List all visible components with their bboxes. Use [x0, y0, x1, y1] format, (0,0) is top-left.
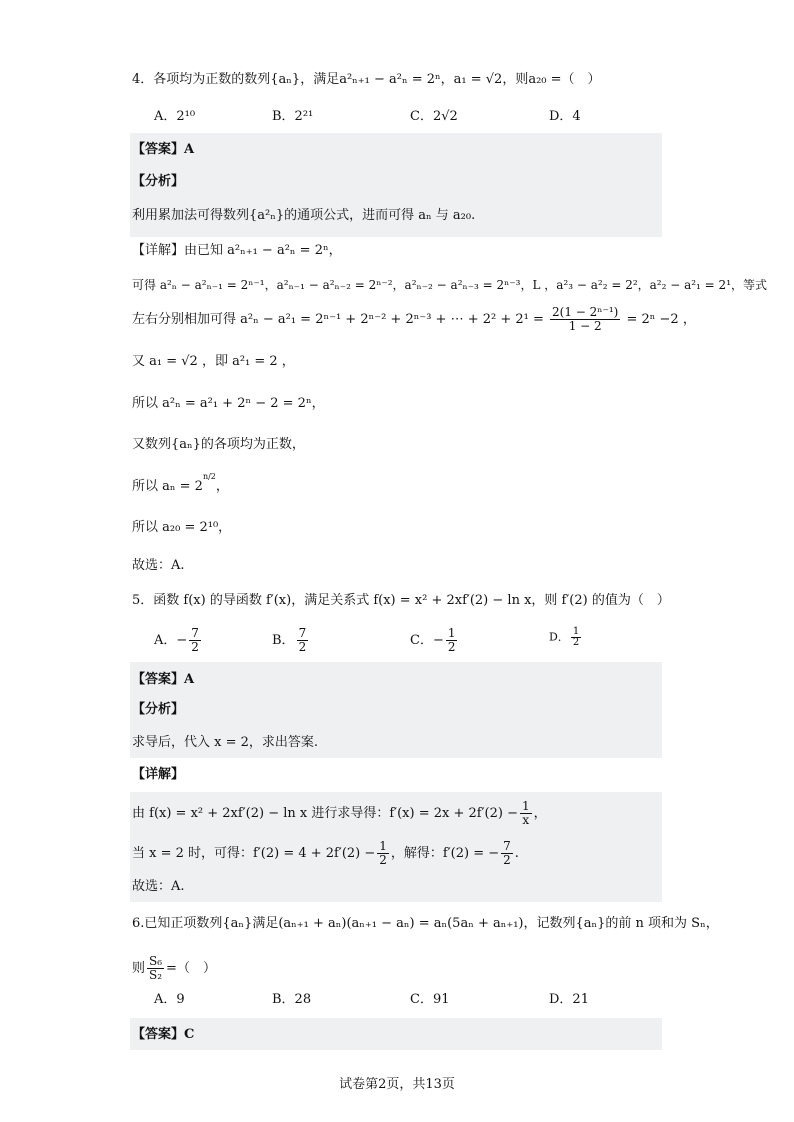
q4-detail-3-numerator: 2(1 − 2ⁿ⁻¹)	[552, 305, 619, 319]
q6-answer-shade	[130, 1018, 662, 1050]
q4-analysis: 利用累加法可得数列{a²ₙ}的通项公式，进而可得 aₙ 与 a₂₀.	[132, 208, 476, 223]
q5-option-c-prefix: C．−	[410, 633, 444, 648]
q5-detail-2-fraction	[377, 840, 389, 867]
page-footer: 试卷第2页，共13页	[339, 1077, 455, 1092]
q5-stem: 5．函数 f(x) 的导函数 f′(x)，满足关系式 f(x) = x² + 2xf′(2) − ln x，则 f′(2) 的值为（ ）	[132, 593, 670, 608]
q5-detail-2-numerator-2: 7	[503, 839, 511, 853]
q6-fraction-numerator: S₆	[149, 954, 163, 968]
q5-option-a-prefix: A．−	[154, 633, 188, 648]
q5-answer: 【答案】A	[132, 672, 195, 687]
q4-detail-3-denominator: 1 − 2	[568, 319, 602, 333]
q5-detail-label: 【详解】	[132, 767, 185, 782]
q5-option-c-numerator: 1	[447, 626, 456, 640]
q5-detail-1a: 由 f(x) = x² + 2xf′(2) − ln x 进行求导得：f′(x) = 2x + 2f′(2) −	[132, 806, 518, 821]
q5-detail-2-numerator: 1	[379, 839, 387, 853]
q5-option-d-fraction	[571, 627, 581, 648]
q4-detail-9: 故选：A.	[132, 558, 185, 573]
q5-detail-1	[132, 800, 547, 827]
q6-option-a: A．9	[154, 992, 185, 1007]
q6-option-c: C．91	[410, 992, 450, 1007]
q6-stem-2a: 则	[132, 961, 146, 976]
q4-detail-6: 又数列{aₙ}的各项均为正数，	[132, 437, 305, 452]
q4-detail-2: 可得 a²ₙ − a²ₙ₋₁ = 2ⁿ⁻¹，a²ₙ₋₁ − a²ₙ₋₂ = 2ⁿ⁻²，a²ₙ₋₂ − a²ₙ₋₃ = 2ⁿ⁻³，L ，a²₃ − a²₂ = 2²，a²₂ − a²₁ = 2¹，等式	[132, 278, 767, 292]
q5-detail-2	[132, 840, 519, 867]
q4-stem: 4．各项均为正数的数列{aₙ}，满足a²ₙ₊₁ − a²ₙ = 2ⁿ，a₁ = √2，则a₂₀ =（ ）	[132, 72, 601, 87]
q6-stem-2b: =（ ）	[166, 961, 216, 976]
q6-answer: 【答案】C	[132, 1027, 195, 1042]
q4-detail-1: 【详解】由已知 a²ₙ₊₁ − a²ₙ = 2ⁿ，	[132, 243, 342, 258]
q4-detail-7	[132, 471, 229, 497]
q5-option-c-fraction	[446, 627, 458, 654]
q5-option-d-prefix: D．	[549, 630, 569, 644]
q4-detail-7b: ，	[215, 479, 229, 494]
q4-detail-3-fraction	[550, 306, 620, 333]
q5-detail-2-denominator-2: 2	[503, 853, 511, 867]
q4-option-a: A．2¹⁰	[154, 109, 196, 124]
q5-detail-2b: ，解得：f′(2) = −	[390, 846, 500, 861]
q5-detail-1-numerator: 1	[521, 799, 530, 813]
q5-analysis: 求导后，代入 x = 2，求出答案.	[132, 735, 319, 750]
q4-detail-7-exponent: n/2	[202, 471, 216, 481]
q5-detail-1-denominator: x	[522, 813, 530, 827]
q4-option-d: D．4	[549, 109, 581, 124]
q5-option-a	[154, 627, 203, 654]
q5-detail-2-fraction-2	[501, 840, 513, 867]
q5-option-d-denominator: 2	[572, 637, 580, 648]
q5-analysis-label: 【分析】	[132, 702, 185, 717]
q5-option-a-numerator: 7	[191, 626, 199, 640]
q4-detail-8: 所以 a₂₀ = 2¹⁰，	[132, 520, 232, 535]
q5-option-b-fraction	[297, 627, 309, 654]
q4-answer: 【答案】A	[132, 142, 195, 157]
q5-detail-1b: ，	[533, 806, 547, 821]
q6-stem-2	[132, 955, 216, 982]
q5-option-b-denominator: 2	[298, 640, 307, 654]
q4-analysis-label: 【分析】	[132, 174, 185, 189]
q4-detail-4: 又 a₁ = √2 ，即 a²₁ = 2 ，	[132, 354, 295, 369]
q4-detail-7a: 所以 aₙ = 2	[132, 479, 203, 494]
q4-detail-3a: 左右分别相加可得 a²ₙ − a²₁ = 2ⁿ⁻¹ + 2ⁿ⁻² + 2ⁿ⁻³ + ⋯ + 2² + 2¹ =	[132, 312, 544, 327]
q5-option-c-denominator: 2	[447, 640, 456, 654]
q5-option-b	[272, 627, 310, 654]
q5-option-a-denominator: 2	[191, 640, 199, 654]
q6-option-b: B．28	[272, 992, 312, 1007]
q5-option-d	[549, 627, 583, 648]
q6-fraction-denominator: S₂	[149, 968, 163, 982]
q5-detail-2a: 当 x = 2 时，可得：f′(2) = 4 + 2f′(2) −	[132, 846, 376, 861]
q5-option-b-numerator: 7	[298, 626, 307, 640]
q5-detail-2c: .	[514, 846, 519, 861]
q5-detail-1-fraction	[520, 800, 532, 827]
q4-option-b: B．2²¹	[272, 109, 314, 124]
q5-option-a-fraction	[189, 627, 201, 654]
q5-detail-3: 故选：A.	[132, 879, 185, 894]
q4-detail-3	[132, 306, 696, 333]
q4-option-c: C．2√2	[410, 109, 458, 124]
q4-detail-3b: = 2ⁿ −2 ，	[626, 312, 696, 327]
q4-detail-5: 所以 a²ₙ = a²₁ + 2ⁿ − 2 = 2ⁿ，	[132, 396, 325, 411]
q5-option-b-prefix: B．	[272, 633, 295, 648]
q6-option-d: D．21	[549, 992, 589, 1007]
q5-option-c	[410, 627, 459, 654]
q5-detail-2-denominator: 2	[379, 853, 387, 867]
q6-stem: 6.已知正项数列{aₙ}满足(aₙ₊₁ + aₙ)(aₙ₊₁ − aₙ) = aₙ(5aₙ + aₙ₊₁)，记数列{aₙ}的前 n 项和为 Sₙ，	[132, 916, 719, 931]
q5-option-d-numerator: 1	[572, 626, 580, 637]
q6-fraction	[147, 955, 164, 982]
